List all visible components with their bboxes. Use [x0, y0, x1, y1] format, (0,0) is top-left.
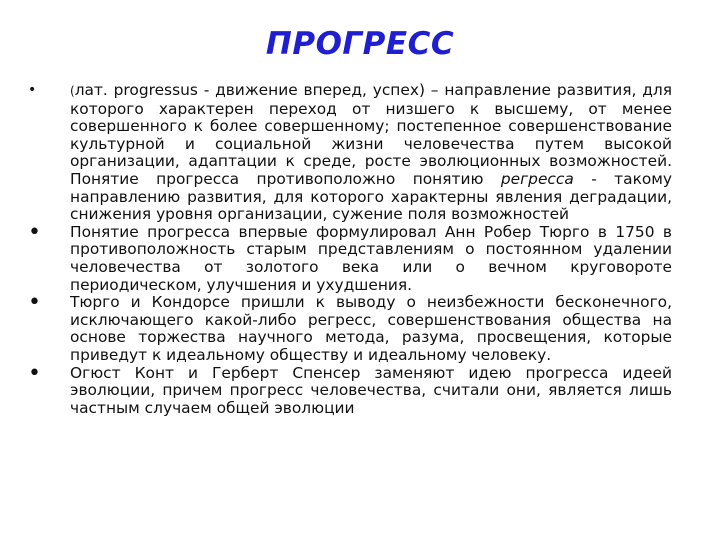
bullet-icon: •	[28, 82, 37, 98]
bullet-list	[28, 82, 672, 417]
definition-text: лат. progressus - движение вперед, успех) – направление развития, для которого характерен переход от низшего к высшему, от менее совершенного к более совершенному; постепенное совершенствование культурной и социальной жизни человечества путем высокой организации, адаптации к среде, росте эволюционных возможностей. Понятие прогресса противоположно понятию	[70, 81, 672, 188]
bullet-icon: •	[28, 219, 41, 245]
list-item-text: Тюрго и Кондорсе пришли к выводу о неизбежности бесконечного, исключающего какой-либо регресс, совершенствования общества на основе торжества научного метода, разума, просвещения, которые приведут к идеальному обществу и идеальному человеку.	[70, 293, 672, 364]
list-item-text: Понятие прогресса впервые формулировал Анн Робер Тюрго в 1750 в противоположность старым представлениям о постоянном удалении человечества от золотого века или о вечном круговороте периодическом, улучшения и ухудшения.	[70, 222, 672, 294]
open-paren: (	[70, 84, 75, 98]
regress-term: регресса	[500, 169, 574, 188]
list-item-comte-spencer	[28, 360, 672, 418]
list-item-definition	[28, 82, 672, 224]
list-item-turgot	[28, 219, 672, 294]
definition-text-end: - такому направлению развития, для которого характерны явления деградации, снижения уровня организации, сужение поля возможностей	[70, 169, 672, 224]
bullet-icon: •	[28, 290, 41, 316]
list-item-text: Огюст Конт и Герберт Спенсер заменяют идею прогресса идеей эволюции, причем прогресс человечества, считали они, является лишь частным случаем общей эволюции	[70, 363, 672, 417]
slide-title: ПРОГРЕСС	[265, 26, 455, 62]
list-item-condorcet	[28, 290, 672, 364]
bullet-icon: •	[28, 360, 41, 386]
